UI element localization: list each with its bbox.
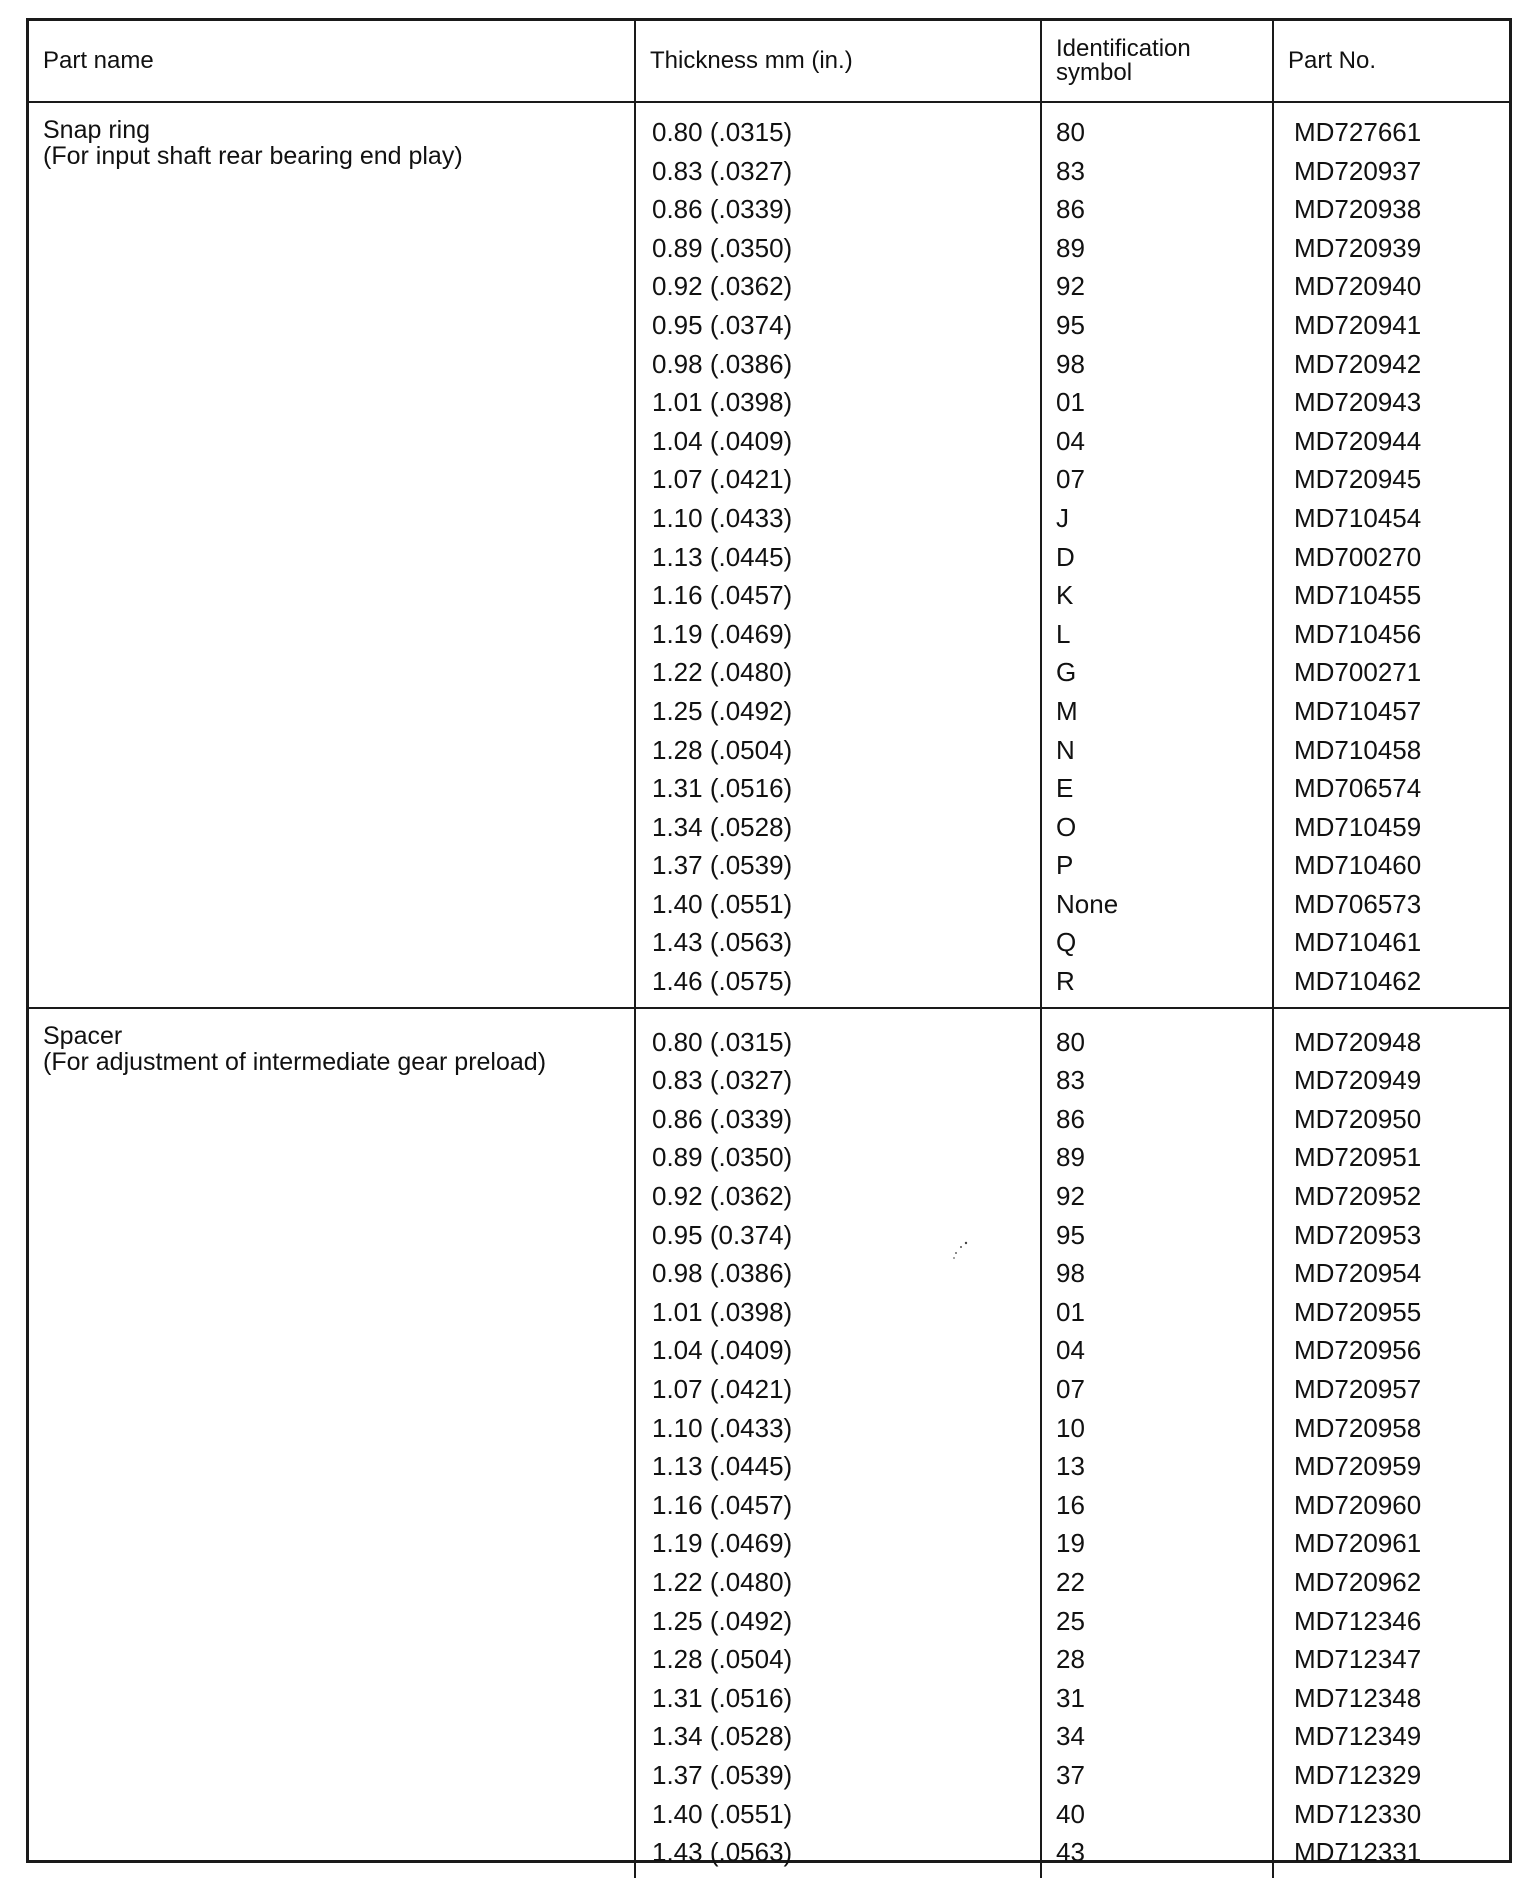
part-description: (For adjustment of intermediate gear preload) — [43, 1047, 547, 1076]
part-number: MD720937 — [1294, 155, 1422, 186]
identification-symbol: None — [1056, 888, 1119, 919]
part-number: MD720945 — [1294, 464, 1422, 495]
thickness-value: 1.22 (.0480) — [652, 657, 793, 688]
thickness-value: 1.40 (.0551) — [652, 1798, 793, 1829]
part-number: MD720944 — [1294, 425, 1422, 456]
part-number: MD710460 — [1294, 850, 1422, 881]
identification-symbol: 16 — [1056, 1489, 1085, 1520]
identification-symbol: 01 — [1056, 387, 1085, 418]
part-number: MD720941 — [1294, 309, 1422, 340]
thickness-value: 1.46 (.0575) — [652, 966, 793, 997]
identification-symbol: 01 — [1056, 1296, 1085, 1327]
thickness-value: 1.07 (.0421) — [652, 464, 793, 495]
identification-symbol: 19 — [1056, 1528, 1085, 1559]
thickness-value: 1.22 (.0480) — [652, 1566, 793, 1597]
thickness-value: 1.19 (.0469) — [652, 618, 793, 649]
identification-symbol: 40 — [1056, 1798, 1085, 1829]
part-number: MD706574 — [1294, 773, 1422, 804]
part-name-cell — [29, 1008, 635, 1878]
thickness-value: 1.19 (.0469) — [652, 1528, 793, 1559]
part-number: MD710455 — [1294, 580, 1422, 611]
thickness-value: 0.98 (.0386) — [652, 348, 793, 379]
identification-symbol: 25 — [1056, 1605, 1085, 1636]
thickness-value: 1.01 (.0398) — [652, 1296, 793, 1327]
part-number: MD720952 — [1294, 1181, 1422, 1212]
identification-symbol: 86 — [1056, 194, 1085, 225]
thickness-value: 0.86 (.0339) — [652, 194, 793, 225]
part-number-cell — [1273, 1008, 1509, 1878]
part-number: MD706573 — [1294, 888, 1422, 919]
identification-symbol: 83 — [1056, 155, 1085, 186]
thickness-value: 1.37 (.0539) — [652, 1759, 793, 1790]
thickness-value: 1.28 (.0504) — [652, 734, 793, 765]
identification-symbol: O — [1056, 811, 1077, 842]
identification-symbol: D — [1056, 541, 1075, 572]
part-number: MD720960 — [1294, 1489, 1422, 1520]
part-number: MD720953 — [1294, 1219, 1422, 1250]
identification-symbol: J — [1056, 502, 1069, 533]
thickness-value: 1.13 (.0445) — [652, 1451, 793, 1482]
part-number: MD720955 — [1294, 1296, 1422, 1327]
part-number: MD712347 — [1294, 1644, 1422, 1675]
thickness-value: 1.34 (.0528) — [652, 811, 793, 842]
thickness-value: 1.43 (.0563) — [652, 927, 793, 958]
identification-symbol: 04 — [1056, 1335, 1085, 1366]
part-number: MD720938 — [1294, 194, 1422, 225]
identification-symbol: 95 — [1056, 309, 1085, 340]
header-part-no: Part No. — [1273, 21, 1509, 102]
identification-symbol: L — [1056, 618, 1071, 649]
header-identification-line1: Identification — [1056, 35, 1191, 62]
identification-symbol: 92 — [1056, 271, 1085, 302]
part-number: MD710457 — [1294, 695, 1422, 726]
thickness-value: 1.04 (.0409) — [652, 1335, 793, 1366]
identification-symbol: 95 — [1056, 1219, 1085, 1250]
part-number: MD712346 — [1294, 1605, 1422, 1636]
thickness-value: 1.31 (.0516) — [652, 1682, 793, 1713]
thickness-cell — [635, 1008, 1041, 1878]
identification-symbol: 10 — [1056, 1412, 1085, 1443]
thickness-value: 1.40 (.0551) — [652, 888, 793, 919]
part-number: MD720943 — [1294, 387, 1422, 418]
part-number: MD712349 — [1294, 1721, 1422, 1752]
thickness-value: 0.95 (0.374) — [652, 1219, 793, 1250]
part-number: MD710458 — [1294, 734, 1422, 765]
parts-table — [29, 21, 1509, 1878]
identification-symbol: G — [1056, 657, 1077, 688]
thickness-value: 1.16 (.0457) — [652, 580, 793, 611]
part-number: MD720950 — [1294, 1103, 1422, 1134]
part-name-cell — [29, 102, 635, 1008]
header-identification-symbol — [1041, 21, 1273, 102]
thickness-value: 0.89 (.0350) — [652, 1142, 793, 1173]
part-number: MD720951 — [1294, 1142, 1422, 1173]
header-thickness: Thickness mm (in.) — [635, 21, 1041, 102]
thickness-value: 0.80 (.0315) — [652, 1026, 793, 1057]
part-number: MD720956 — [1294, 1335, 1422, 1366]
part-number: MD712331 — [1294, 1837, 1422, 1868]
part-number: MD710461 — [1294, 927, 1422, 958]
symbol-cell — [1041, 102, 1273, 1008]
identification-symbol: 04 — [1056, 425, 1085, 456]
identification-symbol: 28 — [1056, 1644, 1085, 1675]
thickness-value: 1.10 (.0433) — [652, 1412, 793, 1443]
identification-symbol: 07 — [1056, 464, 1085, 495]
identification-symbol: 80 — [1056, 117, 1085, 147]
thickness-value: 1.10 (.0433) — [652, 502, 793, 533]
thickness-value: 0.83 (.0327) — [652, 1065, 793, 1096]
identification-symbol: M — [1056, 695, 1078, 726]
part-number: MD712348 — [1294, 1682, 1422, 1713]
part-number: MD712330 — [1294, 1798, 1422, 1829]
part-number: MD720962 — [1294, 1566, 1422, 1597]
thickness-value: 1.31 (.0516) — [652, 773, 793, 804]
part-number-cell — [1273, 102, 1509, 1008]
identification-symbol: Q — [1056, 927, 1077, 958]
identification-symbol: E — [1056, 773, 1074, 804]
thickness-value: 0.89 (.0350) — [652, 232, 793, 263]
parts-table-frame — [26, 18, 1512, 1868]
thickness-value: 1.37 (.0539) — [652, 850, 793, 881]
identification-symbol: 43 — [1056, 1837, 1085, 1868]
identification-symbol: 07 — [1056, 1374, 1085, 1404]
part-number: MD720957 — [1294, 1374, 1422, 1404]
part-number: MD727661 — [1294, 117, 1422, 147]
part-number: MD700271 — [1294, 657, 1422, 688]
part-number: MD720940 — [1294, 271, 1422, 302]
part-number: MD720961 — [1294, 1528, 1422, 1559]
thickness-value: 1.04 (.0409) — [652, 425, 793, 456]
part-number: MD720939 — [1294, 232, 1422, 263]
identification-symbol: 98 — [1056, 348, 1085, 379]
header-row — [29, 21, 1509, 102]
group-snap-ring — [29, 102, 1509, 1008]
identification-symbol: 31 — [1056, 1682, 1085, 1713]
part-number: MD700270 — [1294, 541, 1422, 572]
part-number: MD710456 — [1294, 618, 1422, 649]
thickness-value: 1.16 (.0457) — [652, 1489, 793, 1520]
thickness-value: 1.43 (.0563) — [652, 1837, 793, 1868]
part-number: MD720958 — [1294, 1412, 1422, 1443]
part-number: MD710454 — [1294, 502, 1422, 533]
identification-symbol: N — [1056, 734, 1075, 765]
thickness-value: 0.92 (.0362) — [652, 1181, 793, 1212]
part-number: MD720949 — [1294, 1065, 1422, 1096]
identification-symbol: 92 — [1056, 1181, 1085, 1212]
header-part-name: Part name — [29, 21, 635, 102]
group-spacer — [29, 1008, 1509, 1878]
identification-symbol: P — [1056, 850, 1074, 881]
identification-symbol: 89 — [1056, 1142, 1085, 1173]
thickness-value: 1.34 (.0528) — [652, 1721, 793, 1752]
thickness-cell — [635, 102, 1041, 1008]
thickness-value: 0.86 (.0339) — [652, 1103, 793, 1134]
identification-symbol: 83 — [1056, 1065, 1085, 1096]
identification-symbol: 13 — [1056, 1451, 1085, 1482]
thickness-value: 1.25 (.0492) — [652, 695, 793, 726]
part-number: MD720954 — [1294, 1258, 1422, 1289]
thickness-value: 0.92 (.0362) — [652, 271, 793, 302]
identification-symbol: R — [1056, 966, 1075, 997]
part-number: MD710462 — [1294, 966, 1422, 997]
identification-symbol: 89 — [1056, 232, 1085, 263]
identification-symbol: K — [1056, 580, 1074, 611]
identification-symbol: 80 — [1056, 1026, 1085, 1057]
part-number: MD720959 — [1294, 1451, 1422, 1482]
symbol-cell — [1041, 1008, 1273, 1878]
thickness-value: 1.07 (.0421) — [652, 1374, 793, 1404]
part-name: Spacer — [43, 1021, 123, 1050]
part-number: MD710459 — [1294, 811, 1422, 842]
thickness-value: 0.98 (.0386) — [652, 1258, 793, 1289]
thickness-value: 1.25 (.0492) — [652, 1605, 793, 1636]
header-identification-line2: symbol — [1056, 59, 1133, 86]
part-name: Snap ring — [43, 116, 151, 144]
thickness-value: 1.28 (.0504) — [652, 1644, 793, 1675]
part-number: MD720942 — [1294, 348, 1422, 379]
thickness-value: 0.95 (.0374) — [652, 309, 793, 340]
identification-symbol: 86 — [1056, 1103, 1085, 1134]
part-number: MD720948 — [1294, 1026, 1422, 1057]
identification-symbol: 98 — [1056, 1258, 1085, 1289]
part-number: MD712329 — [1294, 1759, 1422, 1790]
scan-speck — [952, 1240, 972, 1262]
identification-symbol: 37 — [1056, 1759, 1085, 1790]
thickness-value: 1.01 (.0398) — [652, 387, 793, 418]
thickness-value: 0.83 (.0327) — [652, 155, 793, 186]
thickness-value: 1.13 (.0445) — [652, 541, 793, 572]
part-description: (For input shaft rear bearing end play) — [43, 142, 463, 171]
identification-symbol: 22 — [1056, 1566, 1085, 1597]
identification-symbol: 34 — [1056, 1721, 1085, 1752]
thickness-value: 0.80 (.0315) — [652, 117, 793, 147]
